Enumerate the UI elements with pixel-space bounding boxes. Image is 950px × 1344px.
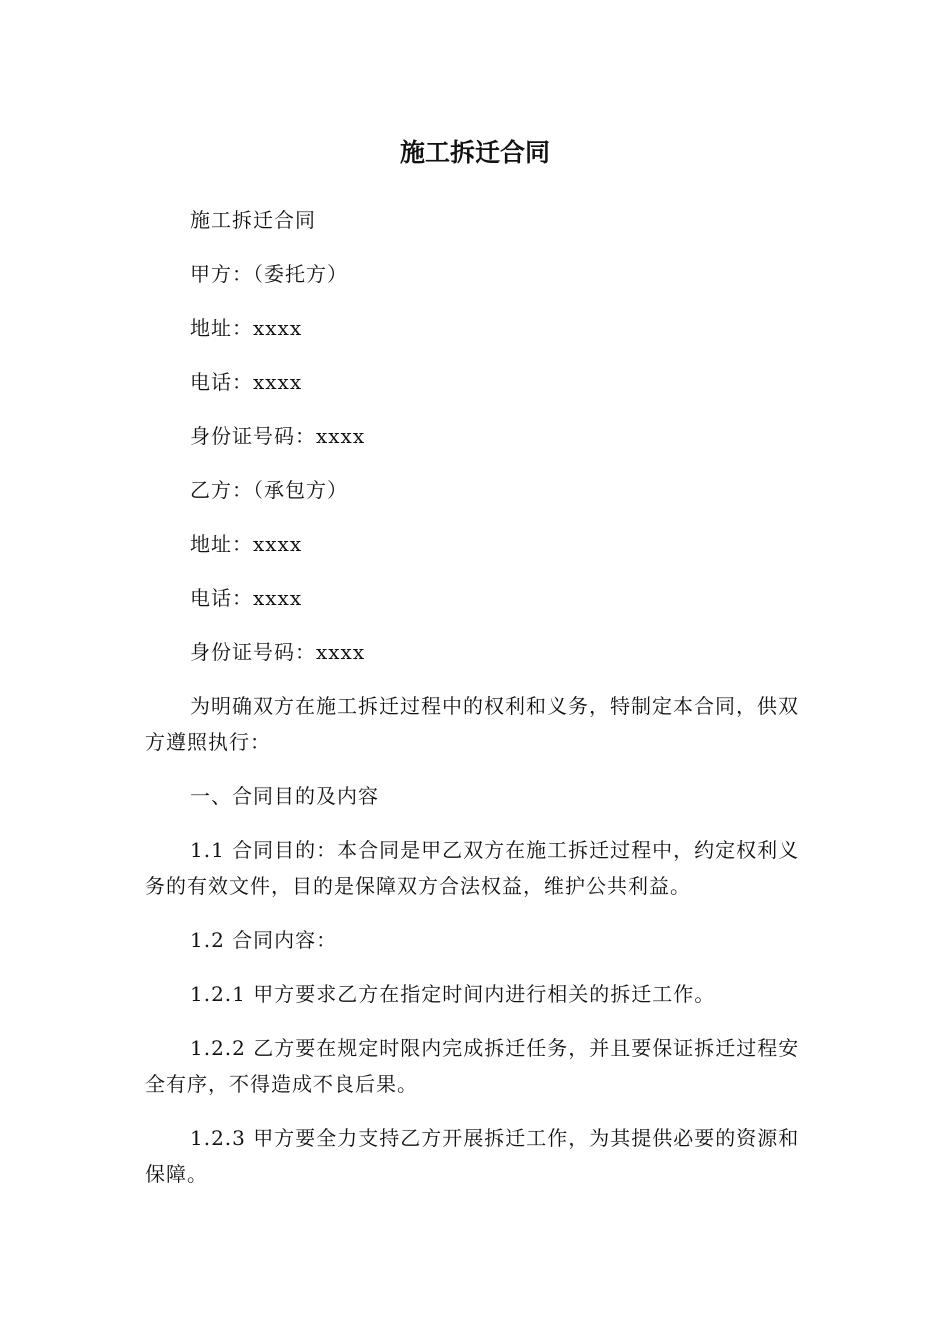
party-b-id-number: 身份证号码：xxxx — [190, 640, 366, 664]
party-a-phone: 电话：xxxx — [190, 370, 303, 394]
section-heading: 一、合同目的及内容 — [190, 784, 379, 808]
party-b-label: 乙方：（承包方） — [190, 478, 348, 502]
clause-1-2-2: 1.2.2 乙方要在规定时限内完成拆迁任务，并且要保证拆迁过程安全有序，不得造成不良后果。 — [145, 1036, 800, 1096]
clause-1-1: 1.1 合同目的：本合同是甲乙双方在施工拆迁过程中，约定权利义务的有效文件，目的是保障双方合法权益，维护公共利益。 — [145, 838, 800, 898]
document-title: 施工拆迁合同 — [399, 138, 550, 167]
party-a-address: 地址：xxxx — [190, 316, 303, 340]
preamble-paragraph: 为明确双方在施工拆迁过程中的权利和义务，特制定本合同，供双方遵照执行： — [145, 694, 799, 754]
party-b-phone: 电话：xxxx — [190, 586, 303, 610]
clause-1-2: 1.2 合同内容： — [190, 928, 338, 952]
clause-1-2-1: 1.2.1 甲方要求乙方在指定时间内进行相关的拆迁工作。 — [190, 982, 716, 1006]
document-body — [145, 202, 800, 1210]
party-a-id-number: 身份证号码：xxxx — [190, 424, 366, 448]
contract-heading-line: 施工拆迁合同 — [190, 208, 316, 232]
clause-1-2-3: 1.2.3 甲方要全力支持乙方开展拆迁工作，为其提供必要的资源和保障。 — [145, 1126, 800, 1186]
party-a-label: 甲方：（委托方） — [190, 262, 348, 286]
party-b-address: 地址：xxxx — [190, 532, 303, 556]
